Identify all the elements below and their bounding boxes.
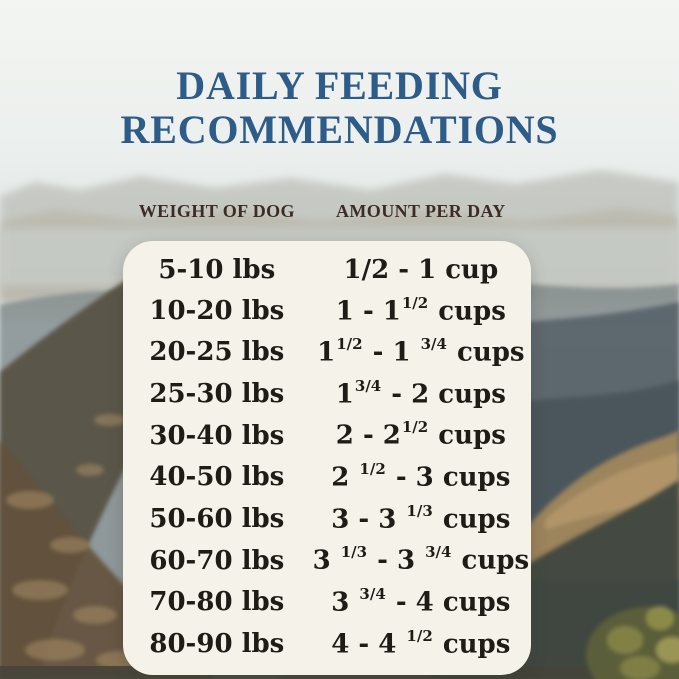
table-row [123,501,531,535]
table-row [123,545,531,576]
weight-cell: 25-30 lbs [149,379,285,410]
fraction: 3/4 [354,376,382,395]
fraction: 3/4 [420,335,447,354]
table-column-headers [123,201,531,222]
fraction: 1/2 [401,293,429,312]
fraction: 3/4 [359,585,386,604]
fraction: 1/3 [406,501,433,520]
weight-cell: 10-20 lbs [149,295,285,326]
page-title [0,64,679,152]
table-row [123,293,531,327]
table-row [123,255,531,285]
amount-cell: $2 - 2^{1/2}$ cups [335,418,506,452]
column-header-amount: AMOUNT PER DAY [336,201,506,221]
table-row [123,587,531,618]
weight-cell: 20-25 lbs [149,337,285,368]
table-row [123,626,531,660]
fraction: 3/4 [425,543,452,562]
fraction: 1/2 [401,418,429,437]
amount-cell: 3 $^{3/4}$ - 4 cups [331,585,511,618]
weight-cell: 70-80 lbs [149,587,285,618]
amount-cell: $1 - 1^{1/2}$ cups [335,293,506,327]
amount-cell: 2 $^{1/2}$ - 3 cups [331,460,511,493]
amount-cell: 3 $^{1/3}$ - 3 $^{3/4}$ cups [312,543,530,577]
weight-cell: 60-70 lbs [149,545,285,576]
table-row [123,337,531,368]
table-row [123,462,531,493]
amount-cell: $1^{3/4} - 2$ cups [335,376,506,410]
table-row [123,420,531,451]
fraction: 1/2 [336,335,363,354]
table-row [123,376,531,410]
feeding-table-card [123,241,531,675]
weight-cell: 50-60 lbs [149,504,285,535]
amount-cell: 1/2 - 1 cup [343,254,499,285]
fraction: 1/2 [406,626,433,645]
weight-cell: 80-90 lbs [149,629,285,660]
fraction: 1/3 [340,543,368,562]
amount-cell: 3 - 3 $^{1/3}$ cups [331,501,511,535]
amount-cell: $1^{1/2} - 1$ $^{3/4}$ cups [317,335,525,368]
amount-cell: 4 - 4 $^{1/2}$ cups [331,626,511,660]
page-title-line-1: DAILY FEEDING [176,63,503,108]
column-header-weight: WEIGHT OF DOG [138,201,295,221]
weight-cell: 40-50 lbs [149,462,285,493]
weight-cell: 30-40 lbs [149,420,285,451]
weight-cell: 5-10 lbs [158,254,276,285]
fraction: 1/2 [359,460,386,479]
page-title-line-2: RECOMMENDATIONS [120,107,559,152]
